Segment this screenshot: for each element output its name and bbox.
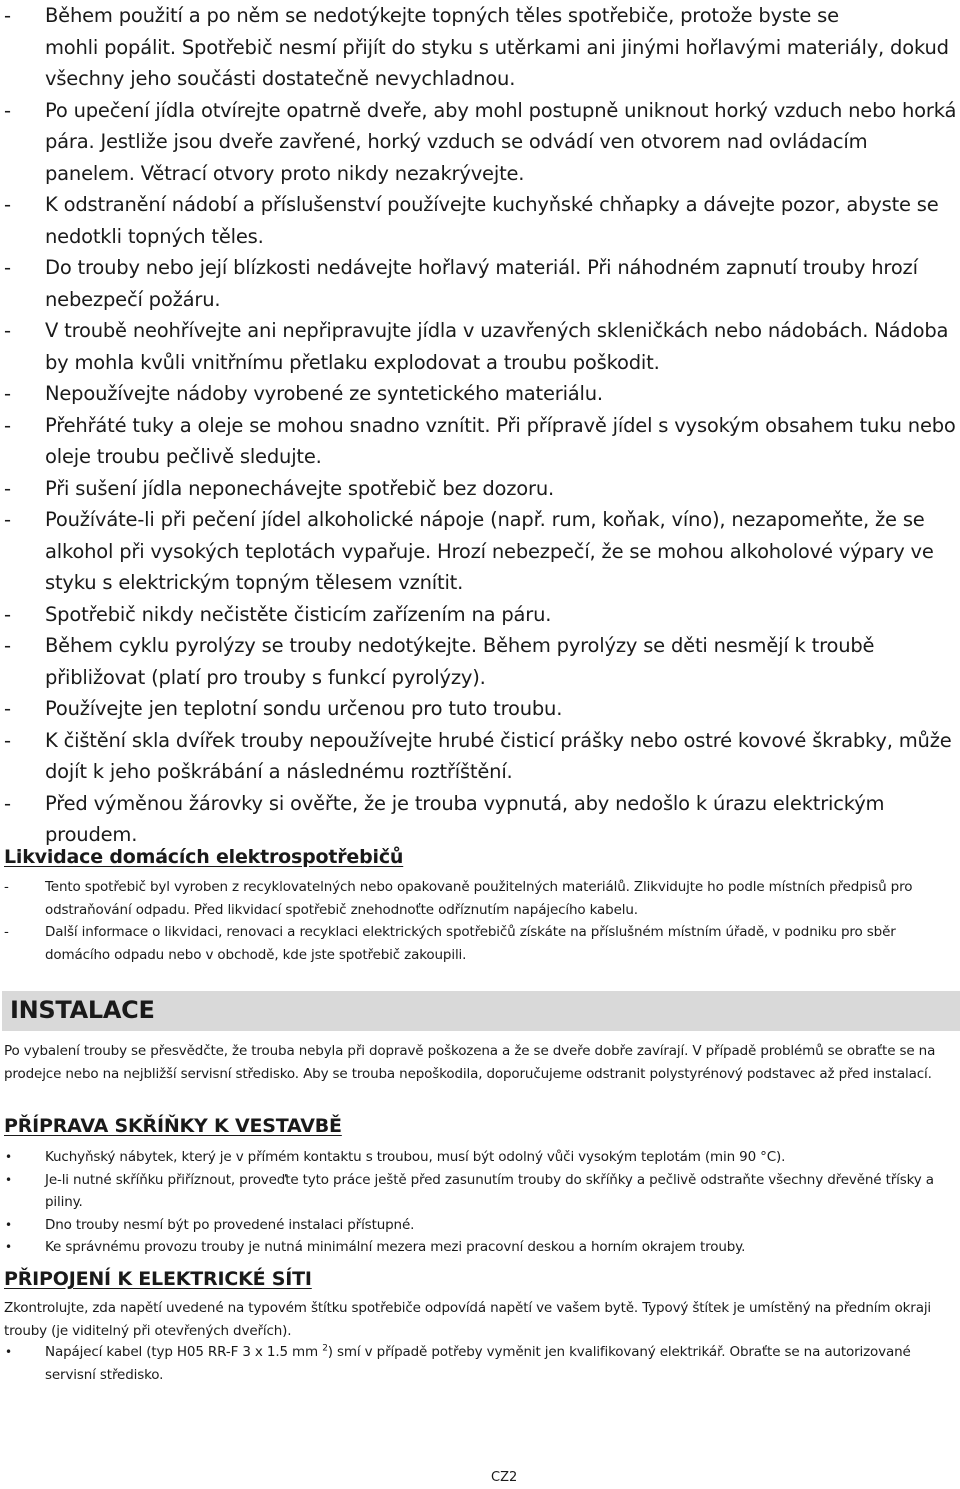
list-dash: -: [4, 476, 11, 500]
preparation-text: Ke správnému provozu trouby je nutná minimální mezera mezi pracovní deskou a horním okrajem trouby.: [45, 1239, 746, 1255]
list-dash: -: [4, 193, 11, 216]
warning-text: mohli popálit. Spotřebič nesmí přijít do styku s utěrkami ani jinými hořlavými materiály, dokud všechny jeho součásti dostatečně nevychladnou.: [45, 35, 949, 90]
list-item: [0, 1169, 960, 1214]
list-item: [0, 95, 960, 190]
list-dash: -: [4, 602, 11, 626]
cabinet-preparation-heading: PŘÍPRAVA SKŘÍŇKY K VESTAVBĚ: [4, 1115, 342, 1137]
list-dash: -: [4, 791, 11, 815]
list-item: [0, 189, 960, 252]
warning-text: Během použití a po něm se nedotýkejte topných těles spotřebiče, protože byste se: [45, 4, 839, 27]
warning-text: Během cyklu pyrolýzy se trouby nedotýkejte. Během pyrolýzy se děti nesmějí k troubě přibližovat (platí pro trouby s funkcí pyrolýzy).: [45, 634, 875, 689]
warning-text: Po upečení jídla otvírejte opatrně dveře, aby mohl postupně uniknout horký vzduch nebo horká pára. Jestliže jsou dveře zavřené, horký vzduch se odvádí ven otvorem nad ovládacím panelem. Větrací otvory proto nikdy nezakrývejte.: [45, 98, 957, 185]
list-dash: -: [4, 98, 11, 122]
list-item: [0, 32, 960, 95]
bullet-icon: •: [5, 1345, 12, 1359]
preparation-text: Kuchyňský nábytek, který je v přímém kontaktu s troubou, musí být odolný vůči vysokým teplotám (min 90 °C).: [45, 1149, 786, 1165]
list-item: [0, 725, 960, 788]
list-item: [0, 473, 960, 505]
list-item: [0, 876, 960, 921]
list-item: [0, 252, 960, 315]
cable-text-start: Napájecí kabel (typ H05 RR-F 3 x 1.5 mm: [45, 1344, 323, 1360]
cabinet-preparation-list: [0, 1146, 960, 1259]
list-dash: -: [4, 728, 11, 752]
electrical-connection-list: [0, 1341, 960, 1386]
list-item: [0, 1146, 960, 1169]
disposal-list: [0, 876, 960, 966]
list-dash: -: [4, 634, 11, 657]
warning-text: V troubě neohřívejte ani nepřipravujte jídla v uzavřených skleničkách nebo nádobách. Nádoba by mohla kvůli vnitřnímu přetlaku explodovat a troubu poškodit.: [45, 319, 949, 374]
list-item: [0, 788, 960, 851]
list-dash: -: [4, 319, 11, 342]
list-item: [0, 693, 960, 725]
list-item: [0, 504, 960, 599]
installation-intro: Po vybalení trouby se přesvědčte, že trouba nebyla při dopravě poškozena a že se dveře dobře zavírají. V případě problémů se obraťte se na prodejce nebo na nejbližší servisní středisko. Aby se trouba nepoškodila, doporučujeme odstranit polystyrénový podstavec až před instalací.: [4, 1043, 936, 1082]
preparation-text: Dno trouby nesmí být po provedené instalaci přístupné.: [45, 1216, 415, 1233]
warning-text: Do trouby nebo její blízkosti nedávejte hořlavý materiál. Při náhodném zapnutí trouby hrozí nebezpečí požáru.: [45, 256, 918, 311]
disposal-heading: Likvidace domácích elektrospotřebičů: [4, 846, 404, 868]
bullet-icon: •: [5, 1240, 12, 1254]
list-dash: -: [4, 924, 9, 940]
list-item: [0, 1236, 960, 1259]
list-item: [0, 378, 960, 410]
list-item: [0, 315, 960, 378]
list-dash: -: [4, 508, 11, 531]
installation-banner: [2, 991, 960, 1031]
disposal-text: Další informace o likvidaci, renovaci a recyklaci elektrických spotřebičů získáte na příslušném místním úřadě, v podniku pro sběr domácího odpadu nebo v obchodě, kde jste spotřebič zakoupili.: [45, 924, 896, 963]
list-dash: -: [4, 382, 11, 405]
list-dash: -: [4, 256, 11, 279]
list-item: [0, 410, 960, 473]
list-item: [0, 921, 960, 966]
list-dash: -: [4, 697, 11, 720]
electrical-connection-heading: PŘIPOJENÍ K ELEKTRICKÉ SÍTI: [4, 1268, 312, 1290]
warning-text: Spotřebič nikdy nečistěte čisticím zařízením na páru.: [45, 602, 552, 626]
cable-text-end: ) smí v případě potřeby vyměnit jen kvalifikovaný elektrikář. Obraťte se na autorizované servisní středisko.: [45, 1344, 911, 1383]
warning-text: Nepoužívejte nádoby vyrobené ze syntetického materiálu.: [45, 382, 603, 405]
list-item: [0, 0, 960, 32]
list-dash: -: [4, 4, 11, 27]
bullet-icon: •: [5, 1150, 12, 1164]
list-item: [0, 1214, 960, 1237]
bullet-icon: •: [5, 1217, 12, 1232]
installation-title: INSTALACE: [10, 996, 155, 1024]
warning-text: Používejte jen teplotní sondu určenou pro tuto troubu.: [45, 697, 563, 720]
page-number: CZ2: [491, 1470, 518, 1485]
list-item: [0, 630, 960, 693]
disposal-text: Tento spotřebič byl vyroben z recyklovatelných nebo opakovaně použitelných materiálů. Zlikvidujte ho podle místních předpisů pro odstraňování odpadu. Před likvidací spotřebič znehodnoťte odříznutím napájecího kabelu.: [45, 879, 913, 918]
preparation-text: Je-li nutné skříňku přiříznout, proveďte tyto práce ještě před zasunutím trouby do skříňky a pečlivě odstraňte všechny dřevěné třísky a piliny.: [45, 1171, 934, 1210]
list-dash: -: [4, 413, 11, 437]
list-item: [0, 599, 960, 631]
warning-text: Přehřáté tuky a oleje se mohou snadno vznítit. Při přípravě jídel s vysokým obsahem tuku nebo oleje troubu pečlivě sledujte.: [45, 413, 956, 468]
list-item: [0, 1341, 960, 1386]
warning-text: K odstranění nádobí a příslušenství používejte kuchyňské chňapky a dávejte pozor, abyste se nedotkli topných těles.: [45, 193, 939, 248]
electrical-connection-text: Zkontrolujte, zda napětí uvedené na typovém štítku spotřebiče odpovídá napětí ve vašem bytě. Typový štítek je umístěný na předním okraji trouby (je viditelný při otevřených dveřích).: [4, 1300, 932, 1339]
warning-text: Před výměnou žárovky si ověřte, že je trouba vypnutá, aby nedošlo k úrazu elektrickým proudem.: [45, 791, 885, 846]
warning-text: Při sušení jídla neponechávejte spotřebič bez dozoru.: [45, 476, 554, 500]
warning-text: K čištění skla dvířek trouby nepoužívejte hrubé čisticí prášky nebo ostré kovové škrabky, může dojít k jeho poškrábání a následnému roztříštění.: [45, 728, 952, 783]
warning-text: Používáte-li při pečení jídel alkoholické nápoje (např. rum, koňak, víno), nezapomeňte, že se alkohol při vysokých teplotách vypařuje. Hrozí nebezpečí, že se mohou alkoholové výpary ve styku s elektrickým topným tělesem vznítit.: [45, 508, 934, 594]
list-dash: -: [4, 879, 9, 895]
superscript-two: 2: [322, 1343, 328, 1354]
bullet-icon: •: [5, 1172, 12, 1187]
